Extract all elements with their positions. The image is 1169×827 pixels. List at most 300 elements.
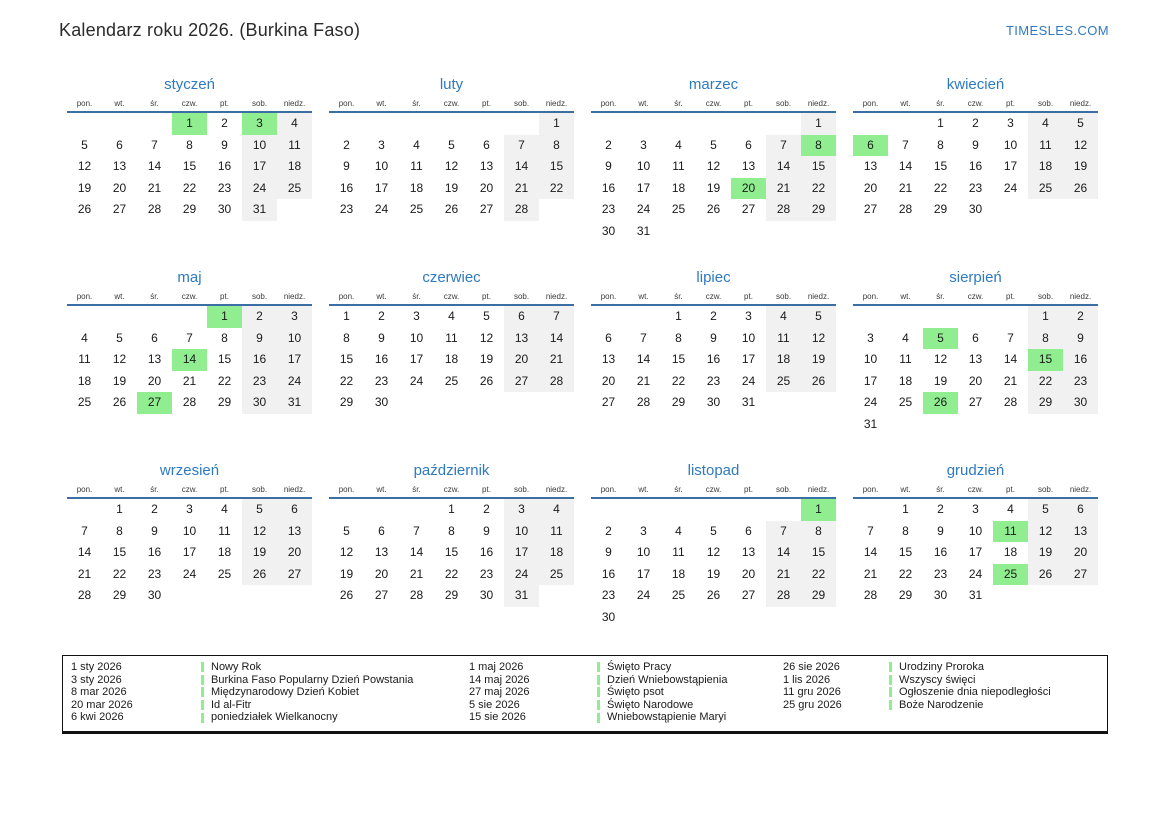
- day-cell: 13: [479, 159, 494, 173]
- empty-day-cell: [364, 113, 399, 135]
- weekday-label: pon.: [76, 485, 93, 494]
- empty-day-cell: [766, 607, 801, 629]
- empty-day-cell: [696, 113, 731, 135]
- day-cell: 31: [242, 199, 277, 221]
- weekday-label: pt.: [220, 99, 229, 108]
- holiday-marker-icon: [889, 675, 892, 685]
- weekday-label: pt.: [744, 292, 753, 301]
- day-cell: 13: [374, 545, 389, 559]
- day-cell: 3: [277, 306, 312, 328]
- day-cell: 26: [242, 564, 277, 586]
- day-cell: 14: [147, 159, 162, 173]
- legend-holiday-name-text: Nowy Rok: [211, 661, 262, 673]
- day-cell: 25: [77, 395, 92, 409]
- day-cell: 13: [741, 545, 756, 559]
- legend-names-column: [597, 661, 783, 724]
- days-grid: [591, 499, 836, 628]
- empty-day-cell: [591, 306, 626, 328]
- legend-holiday-name-text: Dzień Wniebowstąpienia: [607, 673, 728, 686]
- day-cell: 24: [1003, 180, 1018, 195]
- day-cell: 23: [933, 566, 948, 581]
- weekday-label: czw.: [181, 292, 198, 301]
- day-cell: 28: [504, 199, 539, 221]
- day-cell: 18: [444, 352, 459, 366]
- day-cell: 14: [766, 156, 801, 178]
- day-cell: 22: [182, 180, 197, 195]
- day-cell: 12: [706, 159, 721, 173]
- day-cell: 15: [444, 545, 459, 559]
- holiday-marker-icon: [889, 700, 892, 710]
- day-cell: 19: [933, 373, 948, 388]
- weekday-label: wt.: [376, 485, 387, 494]
- days-grid: [591, 306, 836, 414]
- day-cell: 19: [706, 566, 721, 581]
- weekday-label: sob.: [513, 485, 530, 494]
- day-cell: 28: [147, 202, 162, 216]
- weekday-label: czw.: [181, 485, 198, 494]
- day-cell: 9: [221, 137, 228, 152]
- days-grid: [329, 499, 574, 607]
- days-grid: [591, 113, 836, 242]
- empty-day-cell: [329, 113, 364, 135]
- legend-holiday-date: 5 sie 2026: [469, 698, 520, 711]
- legend-holiday-name: [597, 674, 783, 687]
- legend-holiday-name-text: Urodziny Proroka: [899, 661, 984, 673]
- legend-holiday-name-text: poniedziałek Wielkanocny: [211, 711, 338, 724]
- day-cell: 6: [151, 330, 158, 345]
- holiday-marker-icon: [201, 675, 204, 685]
- day-cell: 1: [675, 309, 682, 323]
- day-cell: 4: [675, 523, 682, 538]
- day-cell: 29: [217, 395, 232, 409]
- day-cell: 6: [116, 137, 123, 152]
- day-cell: 6: [605, 330, 612, 345]
- day-cell: 14: [898, 159, 913, 173]
- legend-holiday-name-text: Id al-Fitr: [211, 698, 252, 711]
- day-cell: 23: [217, 180, 232, 195]
- day-cell: 18: [77, 373, 92, 388]
- day-cell: 11: [1028, 135, 1063, 157]
- day-cell: 19: [479, 352, 494, 366]
- weekday-label: niedz.: [1069, 485, 1092, 494]
- day-cell: 2: [1063, 306, 1098, 328]
- weekday-header-row: [591, 99, 836, 113]
- day-cell: 28: [409, 588, 424, 602]
- empty-day-cell: [399, 113, 434, 135]
- day-cell: 25: [766, 371, 801, 393]
- day-cell: 5: [1063, 113, 1098, 135]
- legend-holiday-date: 8 mar 2026: [71, 686, 127, 699]
- day-cell: 12: [77, 159, 92, 173]
- empty-day-cell: [731, 113, 766, 135]
- day-cell: 30: [601, 609, 616, 624]
- weekday-label: czw.: [967, 99, 984, 108]
- day-cell: 28: [766, 199, 801, 221]
- day-cell: 9: [1063, 328, 1098, 350]
- day-cell: 25: [539, 564, 574, 586]
- weekday-label: pt.: [482, 485, 491, 494]
- day-cell: 30: [968, 202, 983, 216]
- day-cell: 24: [636, 202, 651, 216]
- weekday-label: śr.: [674, 292, 683, 301]
- holiday-marker-icon: [889, 687, 892, 697]
- days-grid: [853, 113, 1098, 221]
- weekday-label: niedz.: [283, 99, 306, 108]
- day-cell: 16: [479, 545, 494, 559]
- day-cell: 27: [112, 202, 127, 216]
- holiday-marker-icon: [597, 713, 600, 723]
- day-cell: 22: [898, 566, 913, 581]
- legend-names-column: [889, 661, 1107, 724]
- empty-day-cell: [696, 499, 731, 521]
- weekday-label: czw.: [967, 292, 984, 301]
- day-cell: 10: [504, 521, 539, 543]
- day-cell: 21: [766, 564, 801, 586]
- holiday-marker-icon: [201, 662, 204, 672]
- weekday-label: czw.: [443, 485, 460, 494]
- day-cell: 17: [636, 180, 651, 195]
- day-cell: 17: [504, 542, 539, 564]
- empty-day-cell: [539, 199, 574, 221]
- day-cell: 31: [741, 395, 756, 409]
- legend-names-column: [201, 661, 469, 724]
- day-cell: 24: [863, 395, 878, 409]
- empty-day-cell: [591, 499, 626, 521]
- day-cell: 21: [766, 178, 801, 200]
- empty-day-cell: [923, 306, 958, 328]
- day-cell: 24: [182, 566, 197, 581]
- day-cell: 22: [112, 566, 127, 581]
- legend-holiday-date: 3 sty 2026: [71, 673, 122, 686]
- weekday-header-row: [67, 292, 312, 306]
- weekday-label: czw.: [443, 99, 460, 108]
- empty-day-cell: [853, 499, 888, 521]
- legend-holiday-name-text: Wszyscy święci: [899, 673, 976, 686]
- legend-holiday-name: [889, 661, 1107, 674]
- day-cell: 23: [1063, 371, 1098, 393]
- weekday-label: wt.: [900, 485, 911, 494]
- weekday-label: śr.: [936, 485, 945, 494]
- weekday-label: czw.: [181, 99, 198, 108]
- day-cell: 23: [479, 566, 494, 581]
- empty-day-cell: [626, 306, 661, 328]
- day-cell: 17: [242, 156, 277, 178]
- day-cell: 12: [801, 328, 836, 350]
- day-cell: 15: [339, 352, 354, 366]
- day-cell: 3: [1007, 116, 1014, 130]
- legend-dates-column: [783, 661, 889, 724]
- day-cell: 8: [221, 330, 228, 345]
- day-cell: 25: [277, 178, 312, 200]
- day-cell: 20: [863, 180, 878, 195]
- weekday-label: wt.: [114, 292, 125, 301]
- holiday-day-cell: 1: [801, 499, 836, 521]
- legend-holiday-name-text: Boże Narodzenie: [899, 698, 984, 711]
- day-cell: 1: [116, 502, 123, 516]
- day-cell: 19: [801, 349, 836, 371]
- month-8: [853, 268, 1098, 435]
- day-cell: 1: [343, 309, 350, 323]
- weekday-label: pon.: [338, 485, 355, 494]
- day-cell: 4: [539, 499, 574, 521]
- day-cell: 31: [968, 588, 983, 602]
- day-cell: 19: [1063, 156, 1098, 178]
- day-cell: 14: [766, 542, 801, 564]
- weekday-label: niedz.: [1069, 292, 1092, 301]
- empty-day-cell: [469, 392, 504, 414]
- day-cell: 30: [217, 202, 232, 216]
- empty-day-cell: [434, 113, 469, 135]
- weekday-label: sob.: [251, 485, 268, 494]
- days-grid: [853, 306, 1098, 435]
- day-cell: 4: [81, 330, 88, 345]
- legend-dates-column: [71, 661, 201, 724]
- empty-day-cell: [504, 392, 539, 414]
- day-cell: 3: [378, 137, 385, 152]
- empty-day-cell: [242, 585, 277, 607]
- day-cell: 2: [221, 116, 228, 130]
- empty-day-cell: [766, 392, 801, 414]
- day-cell: 26: [479, 373, 494, 388]
- weekday-label: pt.: [220, 292, 229, 301]
- empty-day-cell: [137, 113, 172, 135]
- day-cell: 19: [339, 566, 354, 581]
- holiday-day-cell: 8: [801, 135, 836, 157]
- day-cell: 26: [1028, 564, 1063, 586]
- weekday-label: śr.: [936, 99, 945, 108]
- day-cell: 1: [539, 113, 574, 135]
- holiday-day-cell: 1: [207, 306, 242, 328]
- empty-day-cell: [696, 221, 731, 243]
- empty-day-cell: [731, 221, 766, 243]
- day-cell: 9: [483, 523, 490, 538]
- day-cell: 15: [539, 156, 574, 178]
- days-grid: [67, 113, 312, 221]
- holiday-day-cell: 25: [993, 564, 1028, 586]
- day-cell: 29: [444, 588, 459, 602]
- day-cell: 20: [968, 373, 983, 388]
- day-cell: 9: [972, 137, 979, 152]
- day-cell: 22: [801, 178, 836, 200]
- day-cell: 31: [636, 223, 651, 238]
- day-cell: 8: [343, 330, 350, 345]
- legend-holiday-name-text: Burkina Faso Popularny Dzień Powstania: [211, 673, 414, 686]
- weekday-label: wt.: [900, 292, 911, 301]
- empty-day-cell: [539, 392, 574, 414]
- day-cell: 4: [413, 137, 420, 152]
- weekday-label: niedz.: [545, 292, 568, 301]
- day-cell: 25: [671, 588, 686, 602]
- day-cell: 9: [343, 159, 350, 173]
- weekday-label: śr.: [150, 292, 159, 301]
- day-cell: 17: [1003, 159, 1018, 173]
- day-cell: 7: [902, 137, 909, 152]
- weekday-label: pon.: [338, 99, 355, 108]
- day-cell: 16: [933, 545, 948, 559]
- empty-day-cell: [888, 306, 923, 328]
- day-cell: 25: [217, 566, 232, 581]
- empty-day-cell: [801, 392, 836, 414]
- day-cell: 17: [741, 352, 756, 366]
- day-cell: 4: [766, 306, 801, 328]
- weekday-label: niedz.: [807, 485, 830, 494]
- day-cell: 21: [504, 178, 539, 200]
- day-cell: 21: [147, 180, 162, 195]
- weekday-label: pon.: [862, 292, 879, 301]
- empty-day-cell: [469, 113, 504, 135]
- holiday-marker-icon: [201, 713, 204, 723]
- day-cell: 10: [968, 523, 983, 538]
- day-cell: 25: [1028, 178, 1063, 200]
- day-cell: 10: [242, 135, 277, 157]
- legend-holiday-name: [597, 699, 783, 712]
- holiday-marker-icon: [597, 675, 600, 685]
- weekday-label: śr.: [412, 292, 421, 301]
- empty-day-cell: [731, 607, 766, 629]
- year-calendar-grid: [67, 75, 1169, 628]
- weekday-label: pon.: [862, 99, 879, 108]
- legend-holiday-name: [201, 661, 469, 674]
- day-cell: 18: [409, 180, 424, 195]
- weekday-header-row: [329, 99, 574, 113]
- weekday-label: pt.: [1006, 485, 1015, 494]
- day-cell: 27: [504, 371, 539, 393]
- day-cell: 10: [863, 352, 878, 366]
- day-cell: 2: [242, 306, 277, 328]
- day-cell: 5: [116, 330, 123, 345]
- legend-holiday-date: 20 mar 2026: [71, 698, 133, 711]
- day-cell: 16: [706, 352, 721, 366]
- day-cell: 4: [1028, 113, 1063, 135]
- weekday-label: pon.: [600, 99, 617, 108]
- day-cell: 16: [374, 352, 389, 366]
- weekday-label: wt.: [638, 485, 649, 494]
- legend-holiday-date: 1 maj 2026: [469, 661, 524, 673]
- day-cell: 2: [605, 523, 612, 538]
- weekday-label: czw.: [705, 292, 722, 301]
- day-cell: 6: [277, 499, 312, 521]
- day-cell: 26: [706, 588, 721, 602]
- weekday-label: sob.: [775, 99, 792, 108]
- weekday-label: czw.: [443, 292, 460, 301]
- day-cell: 15: [898, 545, 913, 559]
- day-cell: 29: [801, 585, 836, 607]
- legend-holiday-name-text: Międzynarodowy Dzień Kobiet: [211, 686, 359, 699]
- day-cell: 13: [504, 328, 539, 350]
- weekday-header-row: [591, 485, 836, 499]
- empty-day-cell: [696, 607, 731, 629]
- day-cell: 17: [968, 545, 983, 559]
- day-cell: 29: [898, 588, 913, 602]
- day-cell: 22: [801, 564, 836, 586]
- day-cell: 18: [671, 180, 686, 195]
- weekday-header-row: [329, 485, 574, 499]
- month-4: [853, 75, 1098, 242]
- day-cell: 1: [937, 116, 944, 130]
- month-title: styczeń: [164, 76, 215, 93]
- day-cell: 30: [706, 395, 721, 409]
- legend-holiday-name: [889, 674, 1107, 687]
- weekday-label: pt.: [744, 485, 753, 494]
- holiday-day-cell: 5: [923, 328, 958, 350]
- weekday-label: sob.: [775, 292, 792, 301]
- weekday-label: sob.: [513, 99, 530, 108]
- empty-day-cell: [626, 499, 661, 521]
- month-12: [853, 461, 1098, 628]
- weekday-label: śr.: [936, 292, 945, 301]
- day-cell: 14: [636, 352, 651, 366]
- day-cell: 14: [504, 156, 539, 178]
- empty-day-cell: [102, 306, 137, 328]
- weekday-header-row: [67, 99, 312, 113]
- day-cell: 8: [902, 523, 909, 538]
- holiday-day-cell: 15: [1028, 349, 1063, 371]
- day-cell: 16: [968, 159, 983, 173]
- day-cell: 10: [182, 523, 197, 538]
- day-cell: 19: [112, 373, 127, 388]
- weekday-label: czw.: [967, 485, 984, 494]
- day-cell: 2: [605, 137, 612, 152]
- empty-day-cell: [766, 113, 801, 135]
- day-cell: 11: [766, 328, 801, 350]
- day-cell: 3: [745, 309, 752, 323]
- day-cell: 4: [277, 113, 312, 135]
- day-cell: 18: [1003, 545, 1018, 559]
- holiday-day-cell: 6: [853, 135, 888, 157]
- day-cell: 26: [112, 395, 127, 409]
- legend-holiday-name-text: Wniebowstąpienie Maryi: [607, 711, 727, 724]
- weekday-label: sob.: [513, 292, 530, 301]
- empty-day-cell: [993, 414, 1028, 436]
- site-link[interactable]: TIMESLES.COM: [1005, 23, 1109, 38]
- weekday-label: niedz.: [807, 292, 830, 301]
- month-title: czerwiec: [422, 269, 481, 286]
- day-cell: 21: [77, 566, 92, 581]
- day-cell: 20: [504, 349, 539, 371]
- day-cell: 23: [147, 566, 162, 581]
- month-9: [67, 461, 312, 628]
- weekday-label: wt.: [114, 99, 125, 108]
- day-cell: 21: [182, 373, 197, 388]
- day-cell: 5: [710, 137, 717, 152]
- empty-day-cell: [958, 414, 993, 436]
- empty-day-cell: [277, 585, 312, 607]
- day-cell: 30: [242, 392, 277, 414]
- month-title: maj: [177, 269, 202, 286]
- legend-holiday-name: [597, 686, 783, 699]
- day-cell: 16: [1063, 349, 1098, 371]
- legend-holiday-date: 6 kwi 2026: [71, 711, 124, 724]
- weekday-header-row: [67, 485, 312, 499]
- day-cell: 3: [186, 502, 193, 516]
- day-cell: 28: [1003, 395, 1018, 409]
- legend-holiday-date: 27 maj 2026: [469, 686, 530, 699]
- day-cell: 4: [221, 502, 228, 516]
- weekday-label: pt.: [744, 99, 753, 108]
- day-cell: 29: [1028, 392, 1063, 414]
- day-cell: 2: [483, 502, 490, 516]
- day-cell: 9: [605, 545, 612, 559]
- day-cell: 22: [1028, 371, 1063, 393]
- weekday-label: niedz.: [807, 99, 830, 108]
- day-cell: 31: [504, 585, 539, 607]
- day-cell: 22: [933, 180, 948, 195]
- day-cell: 30: [479, 588, 494, 602]
- day-cell: 12: [706, 545, 721, 559]
- weekday-label: wt.: [114, 485, 125, 494]
- legend-holiday-date: 1 lis 2026: [783, 673, 831, 686]
- day-cell: 16: [147, 545, 162, 559]
